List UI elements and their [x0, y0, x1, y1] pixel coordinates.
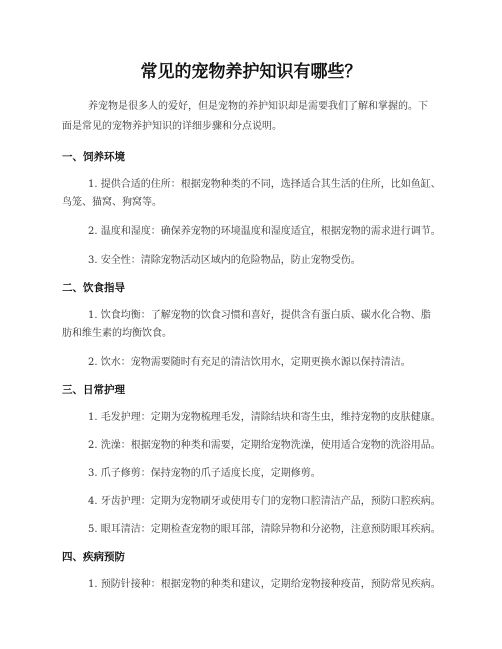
list-item: 3. 安全性：清除宠物活动区域内的危险物品，防止宠物受伤。	[88, 255, 361, 266]
list-item: 4. 牙齿护理：定期为宠物刷牙或使用专门的宠物口腔清洁产品，预防口腔疾病。	[88, 496, 441, 507]
list-item: 2. 饮水：宠物需要随时有充足的清洁饮用水，定期更换水源以保持清洁。	[88, 357, 411, 368]
list-item: 1. 预防针接种：根据宠物的种类和建议，定期给宠物接种疫苗，预防常见疾病。	[88, 579, 441, 590]
list-item: 2. 温度和湿度：确保养宠物的环境温度和湿度适宜，根据宠物的需求进行调节。	[88, 226, 441, 237]
section-heading-disease-prevention: 四、疾病预防	[62, 551, 125, 563]
list-item: 1. 提供合适的住所：根据宠物种类的不同，选择适合其生活的住所，比如鱼缸、	[88, 179, 441, 190]
section-heading-environment: 一、饲养环境	[62, 151, 125, 163]
list-item-continuation: 鸟笼、猫窝、狗窝等。	[62, 197, 162, 208]
intro-line-1: 养宠物是很多人的爱好，但是宠物的养护知识却是需要我们了解和掌握的。下	[88, 101, 428, 112]
list-item: 1. 饮食均衡：了解宠物的饮食习惯和喜好，提供含有蛋白质、碳水化合物、脂	[88, 310, 431, 321]
list-item: 3. 爪子修剪：保持宠物的爪子适度长度，定期修剪。	[88, 468, 321, 479]
list-item: 5. 眼耳清洁：定期检查宠物的眼耳部，清除异物和分泌物，注意预防眼耳疾病。	[88, 524, 441, 535]
list-item: 1. 毛发护理：定期为宠物梳理毛发，清除结块和寄生虫，维持宠物的皮肤健康。	[88, 412, 441, 423]
page-title: 常见的宠物养护知识有哪些？	[140, 62, 362, 82]
list-item: 2. 洗澡：根据宠物的种类和需要，定期给宠物洗澡，使用适合宠物的洗浴用品。	[88, 440, 441, 451]
intro-line-2: 面是常见的宠物养护知识的详细步骤和分点说明。	[62, 121, 282, 132]
list-item-continuation: 肪和维生素的均衡饮食。	[62, 328, 172, 339]
section-heading-diet: 二、饮食指导	[62, 282, 125, 294]
section-heading-daily-care: 三、日常护理	[62, 384, 125, 396]
